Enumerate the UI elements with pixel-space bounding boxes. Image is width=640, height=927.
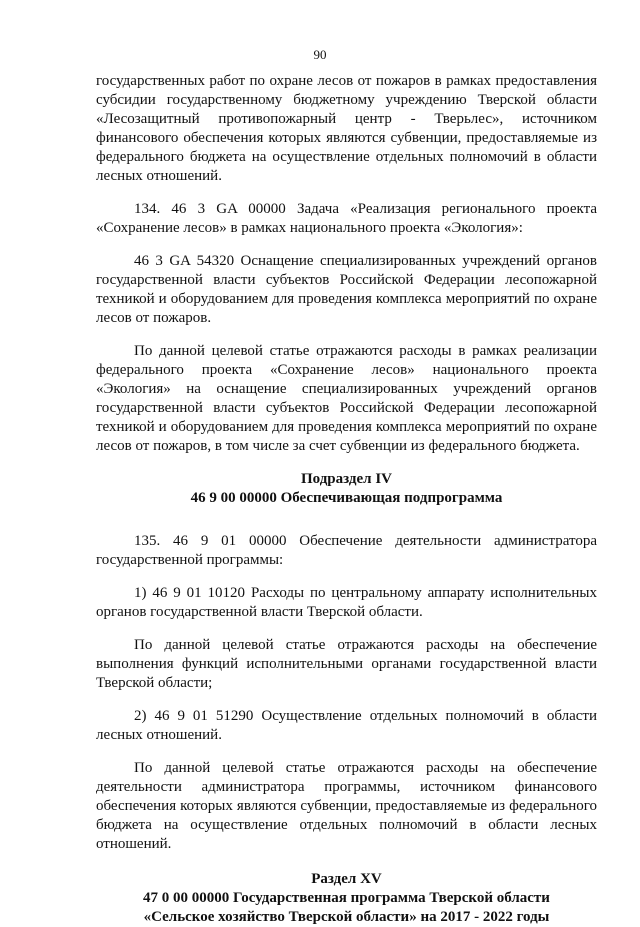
paragraph-item-2: 2) 46 9 01 51290 Осуществление отдельных полномочий в области лесных отношений. [96,708,597,743]
paragraph-task-134: 134. 46 3 GA 00000 Задача «Реализация регионального проекта «Сохранение лесов» в рамках национального проекта «Экология»: [96,201,597,236]
subsection-title: Подраздел IV [300,471,392,487]
paragraph-continuation: государственных работ по охране лесов от пожаров в рамках предоставления субсидии государственному бюджетному учреждению Тверской области «Лесозащитный противопожарный центр - Тверьлес», источником финансового обеспечения которых являются субвенции, предоставляемые из федерального бюджета на осуществление отдельных полномочий в области лесных отношений. [96,73,597,184]
section-line-2: «Сельское хозяйство Тверской области» на 2017 - 2022 годы [143,909,550,925]
section-title: Раздел XV [311,871,382,887]
paragraph-article-description: По данной целевой статье отражаются расходы в рамках реализации федерального проекта «Сохранение лесов» национального проекта «Экология» на оснащение специализированных учреждений органов государственной власти субъектов Российской Федерации лесопожарной техникой и оборудованием для проведения комплекса мероприятий по охране лесов от пожаров, в том числе за счет субвенции из федерального бюджета. [96,343,597,454]
paragraph-item-1-description: По данной целевой статье отражаются расходы на обеспечение выполнения функций исполнительными органами государственной власти Тверской области; [96,637,597,691]
paragraph-item-2-description: По данной целевой статье отражаются расходы на обеспечение деятельности администратора программы, источником финансового обеспечения которых являются субвенции, предоставляемые из федерального бюджета на осуществление отдельных полномочий в области лесных отношений. [96,760,597,852]
section-line-1: 47 0 00 00000 Государственная программа Тверской области [143,890,550,906]
paragraph-item-1: 1) 46 9 01 10120 Расходы по центральному аппарату исполнительных органов государственной власти Тверской области. [96,585,597,620]
page-content [96,72,597,927]
subsection-subtitle: 46 9 00 00000 Обеспечивающая подпрограмма [190,490,503,506]
paragraph-article-54320: 46 3 GA 54320 Оснащение специализированных учреждений органов государственной власти субъектов Российской Федерации лесопожарной техникой и оборудованием для проведения комплекса мероприятий по охране лесов от пожаров. [96,253,597,326]
paragraph-item-135: 135. 46 9 01 00000 Обеспечение деятельности администратора государственной программы: [96,533,597,568]
page-number: 90 [313,47,327,62]
